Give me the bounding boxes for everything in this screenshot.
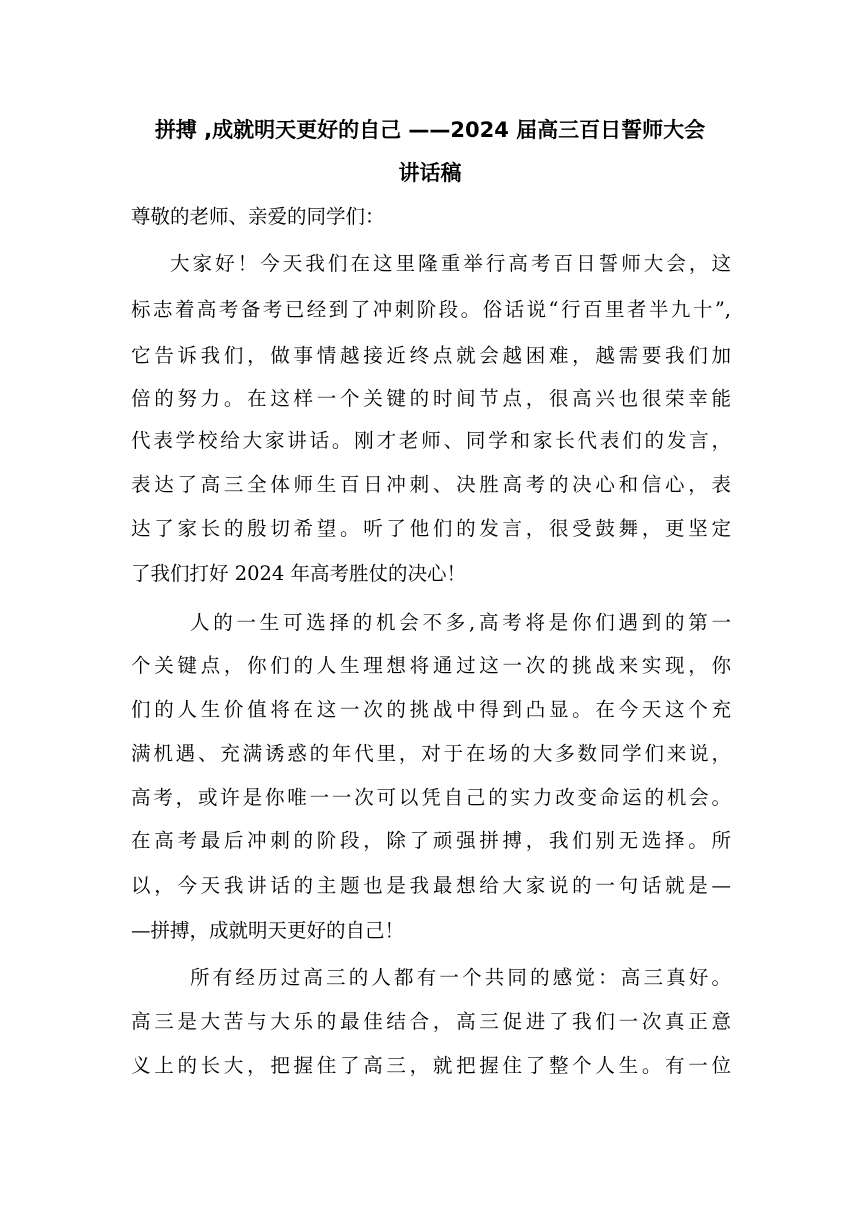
paragraph-line: 个关键点，你们的人生理想将通过这一次的挑战来实现，你 [131,654,731,677]
paragraph-line: 所有经历过高三的人都有一个共同的感觉：高三真好。 [190,966,731,989]
paragraph-line: 它告诉我们，做事情越接近终点就会越困难，越需要我们加 [131,344,731,367]
paragraph-line: —拼搏，成就明天更好的自己！ [131,919,405,942]
paragraph-line: 了我们打好 2024 年高考胜仗的决心！ [131,562,467,585]
paragraph-line: 高三是大苦与大乐的最佳结合，高三促进了我们一次真正意 [131,1010,731,1033]
paragraph-line: 以，今天我讲话的主题也是我最想给大家说的一句话就是— [131,874,731,897]
paragraph-line: 标志着高考备考已经到了冲刺阶段。俗话说“行百里者半九十”, [131,298,731,321]
paragraph-line: 在高考最后冲刺的阶段，除了顽强拼搏，我们别无选择。所 [131,829,731,852]
paragraph-line: 高考，或许是你唯一一次可以凭自己的实力改变命运的机会。 [131,786,731,809]
salutation: 尊敬的老师、亲爱的同学们： [131,205,385,228]
paragraph-line: 满机遇、充满诱惑的年代里，对于在场的大多数同学们来说， [131,742,731,765]
paragraph-line: 大家好！今天我们在这里隆重举行高考百日誓师大会，这 [170,252,731,275]
paragraph-line: 倍的努力。在这样一个关键的时间节点，很高兴也很荣幸能 [131,387,731,410]
paragraph-line: 达了家长的殷切希望。听了他们的发言，很受鼓舞，更坚定 [131,517,731,540]
paragraph-line: 表达了高三全体师生百日冲刺、决胜高考的决心和信心，表 [131,473,731,496]
paragraph-line: 们的人生价值将在这一次的挑战中得到凸显。在今天这个充 [131,698,731,721]
paragraph-line: 代表学校给大家讲话。刚才老师、同学和家长代表们的发言， [131,429,731,452]
document-title-line-1: 拼搏 ,成就明天更好的自己 ——2024 届高三百日誓师大会 [154,118,706,142]
paragraph-line: 人的一生可选择的机会不多,高考将是你们遇到的第一 [190,611,731,634]
document-title-line-2: 讲话稿 [398,161,462,185]
paragraph-line: 义上的长大，把握住了高三，就把握住了整个人生。有一位 [131,1054,731,1077]
